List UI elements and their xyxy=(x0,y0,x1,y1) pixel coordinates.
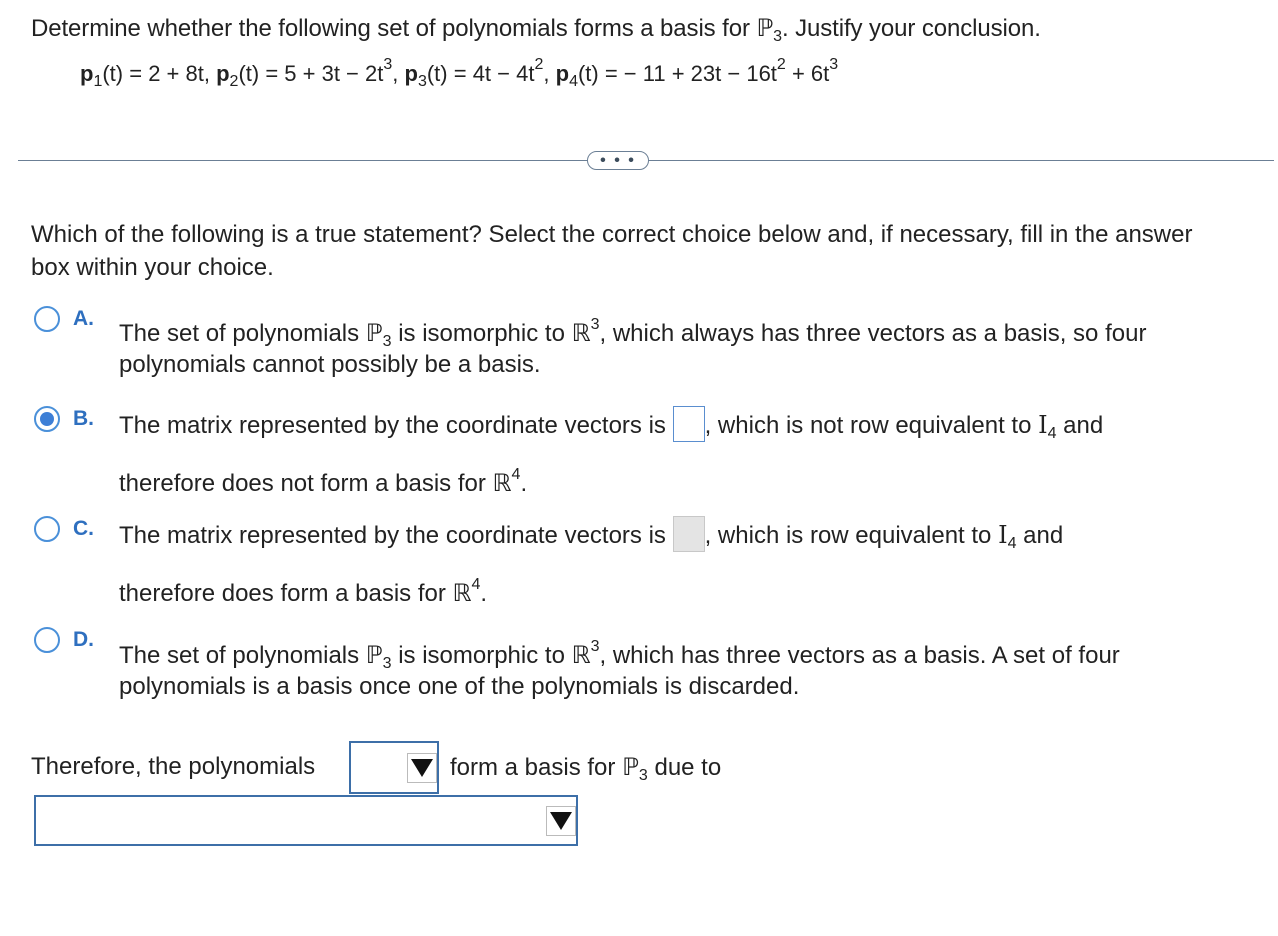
poly-exponent: 3 xyxy=(383,56,393,73)
choice-a-text-part: , which always has three vectors as a basis, so four xyxy=(599,320,1147,347)
choice-c-text-part: , which is row equivalent to xyxy=(704,522,999,549)
conclusion-prefix: Therefore, the polynomials xyxy=(31,753,316,780)
conclusion-dropdown-2[interactable] xyxy=(34,795,578,846)
conclusion-text-part: form a basis for xyxy=(450,754,623,781)
question-prefix: Determine whether the following set of polynomials forms a basis for xyxy=(31,15,757,42)
space-symbol: ℙ xyxy=(365,319,383,347)
conclusion-dropdown-1[interactable] xyxy=(349,741,439,794)
choice-d-text-part: is isomorphic to xyxy=(391,642,572,669)
conclusion-text-part: due to xyxy=(647,754,722,781)
poly-expression: + 6t xyxy=(785,61,830,86)
poly-name: p xyxy=(555,61,570,86)
poly-expression: (t) = 4t − 4t xyxy=(426,61,535,86)
choice-c-letter: C. xyxy=(73,517,94,540)
real-space-exponent: 4 xyxy=(471,576,481,593)
choice-d-text-line2[interactable]: polynomials is a basis once one of the polynomials is discarded. xyxy=(119,673,800,700)
chevron-down-icon xyxy=(550,812,572,830)
choice-b-text-part: The matrix represented by the coordinate vectors is xyxy=(119,412,673,439)
question-suffix: . Justify your conclusion. xyxy=(781,15,1041,42)
space-symbol: ℙ xyxy=(622,753,639,781)
identity-subscript: 4 xyxy=(1047,425,1057,442)
poly-subscript: 3 xyxy=(417,73,427,90)
real-space-exponent: 3 xyxy=(590,638,600,655)
real-space-symbol: ℝ xyxy=(571,319,591,347)
poly-name: p xyxy=(80,61,94,86)
choice-b-answer-box[interactable] xyxy=(673,406,705,442)
choice-a-text-part: The set of polynomials xyxy=(119,320,366,347)
poly-exponent: 3 xyxy=(829,56,839,73)
dropdown-2-arrow-box[interactable] xyxy=(546,806,576,836)
real-space-symbol: ℝ xyxy=(452,579,472,607)
choice-c-text[interactable] xyxy=(119,515,1063,564)
poly-subscript: 2 xyxy=(229,73,239,90)
identity-symbol: I xyxy=(998,521,1008,549)
choice-d-text-part: , which has three vectors as a basis. A set of four xyxy=(599,642,1120,669)
instructions-text: Which of the following is a true statement? Select the correct choice below and, if necessary, fill in the answer box within your choice. xyxy=(31,221,1193,281)
chevron-down-icon xyxy=(411,759,433,777)
poly-exponent: 2 xyxy=(534,56,544,73)
more-icon: • • • xyxy=(600,151,636,169)
choice-c-text-part: and xyxy=(1016,522,1064,549)
choice-d-text-part: The set of polynomials xyxy=(119,642,366,669)
choice-b-text-part: . xyxy=(520,470,528,497)
choice-d-letter: D. xyxy=(73,628,94,651)
space-subscript: 3 xyxy=(382,655,392,672)
poly-name: p xyxy=(216,61,230,86)
poly-separator: , xyxy=(392,61,405,86)
choice-c-text-part: The matrix represented by the coordinate vectors is xyxy=(119,522,673,549)
choice-b-letter: B. xyxy=(73,407,94,430)
real-space-exponent: 3 xyxy=(590,316,600,333)
identity-symbol: I xyxy=(1038,411,1048,439)
choice-b-text-part: therefore does not form a basis for xyxy=(119,470,493,497)
choice-b-text-part: and xyxy=(1056,412,1104,439)
real-space-symbol: ℝ xyxy=(492,469,512,497)
poly-subscript: 4 xyxy=(569,73,578,90)
real-space-exponent: 4 xyxy=(511,466,521,483)
poly-name: p xyxy=(404,61,418,86)
choice-c-text-part: . xyxy=(480,580,488,607)
choice-d-radio[interactable] xyxy=(34,627,60,653)
conclusion-middle xyxy=(450,747,721,796)
identity-subscript: 4 xyxy=(1007,535,1017,552)
choice-c-text-line2[interactable] xyxy=(119,565,487,614)
dropdown-1-arrow-box[interactable] xyxy=(407,753,437,783)
poly-expression: (t) = 2 + 8t, xyxy=(102,61,217,86)
choice-b-text-part: , which is not row equivalent to xyxy=(704,412,1039,439)
question-text xyxy=(31,14,1041,46)
poly-expression: (t) = − 11 + 23t − 16t xyxy=(577,61,777,86)
poly-subscript: 1 xyxy=(93,73,103,90)
choice-c-text-part: therefore does form a basis for xyxy=(119,580,453,607)
space-subscript: 3 xyxy=(773,28,782,45)
choice-a-radio[interactable] xyxy=(34,306,60,332)
real-space-symbol: ℝ xyxy=(571,641,591,669)
choice-b-radio[interactable] xyxy=(34,406,60,432)
space-symbol: ℙ xyxy=(756,14,774,42)
poly-separator: , xyxy=(543,61,556,86)
poly-exponent: 2 xyxy=(776,56,786,73)
choice-a-text-line2[interactable]: polynomials cannot possibly be a basis. xyxy=(119,351,541,378)
poly-expression: (t) = 5 + 3t − 2t xyxy=(238,61,384,86)
more-button[interactable] xyxy=(587,151,649,170)
choice-a-letter: A. xyxy=(73,307,94,330)
choice-a-text-part: is isomorphic to xyxy=(391,320,572,347)
space-subscript: 3 xyxy=(638,767,648,784)
space-subscript: 3 xyxy=(382,333,392,350)
space-symbol: ℙ xyxy=(365,641,383,669)
choice-b-text-line2[interactable] xyxy=(119,455,527,504)
choice-b-text[interactable] xyxy=(119,405,1103,454)
choice-c-answer-box[interactable] xyxy=(673,516,705,552)
choice-c-radio[interactable] xyxy=(34,516,60,542)
polynomial-list xyxy=(80,56,838,91)
